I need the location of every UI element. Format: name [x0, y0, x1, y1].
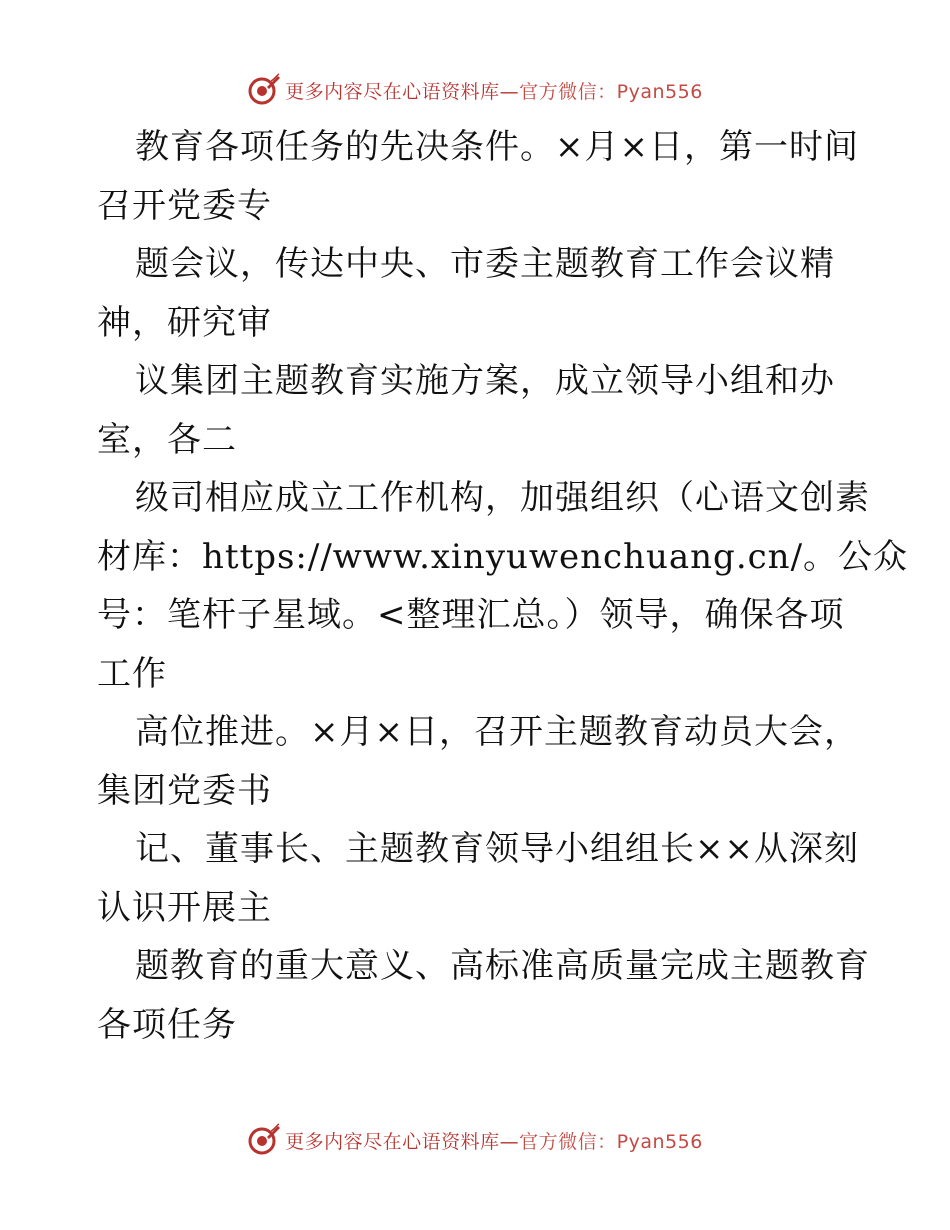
brush-pen-circle-logo-icon	[247, 1123, 281, 1157]
body-line: 召开党委专	[97, 185, 272, 226]
header-banner-dash: —	[499, 80, 520, 103]
body-line: 高位推进。×月×日，召开主题教育动员大会，	[135, 712, 859, 752]
footer-banner	[0, 1120, 950, 1160]
body-line: 各项任务	[97, 1004, 237, 1045]
document-body	[97, 118, 909, 1054]
body-line: 题教育的重大意义、高标准高质量完成主题教育	[135, 946, 870, 986]
footer-banner-text	[285, 1127, 703, 1154]
footer-banner-title: 更多内容尽在心语资料库	[285, 1130, 500, 1153]
header-banner-title: 更多内容尽在心语资料库	[285, 80, 500, 103]
body-line: 教育各项任务的先决条件。×月×日，第一时间	[135, 127, 859, 167]
body-line: 级司相应成立工作机构，加强组织（心语文创素	[135, 478, 870, 518]
body-line: 集团党委书	[97, 770, 272, 811]
body-line: 记、董事长、主题教育领导小组组长××从深刻	[135, 829, 859, 869]
body-line: 认识开展主	[97, 887, 272, 928]
header-banner-contact: 官方微信：Pyan556	[519, 80, 703, 103]
body-line: 号：笔杆子星域。<整理汇总。）领导，确保各项	[97, 595, 845, 635]
body-line: 题会议，传达中央、市委主题教育工作会议精	[135, 244, 835, 284]
header-banner	[0, 70, 950, 110]
body-line: 材库：https://www.xinyuwenchuang.cn/。公众	[97, 536, 909, 577]
footer-banner-contact: 官方微信：Pyan556	[519, 1130, 703, 1153]
body-line: 神，研究审	[97, 302, 272, 343]
brush-pen-circle-logo-icon	[247, 73, 281, 107]
footer-banner-dash: —	[499, 1130, 520, 1153]
body-line: 工作	[97, 653, 167, 694]
header-banner-text	[285, 77, 703, 104]
body-line: 议集团主题教育实施方案，成立领导小组和办	[135, 361, 835, 401]
body-line: 室，各二	[97, 419, 237, 460]
